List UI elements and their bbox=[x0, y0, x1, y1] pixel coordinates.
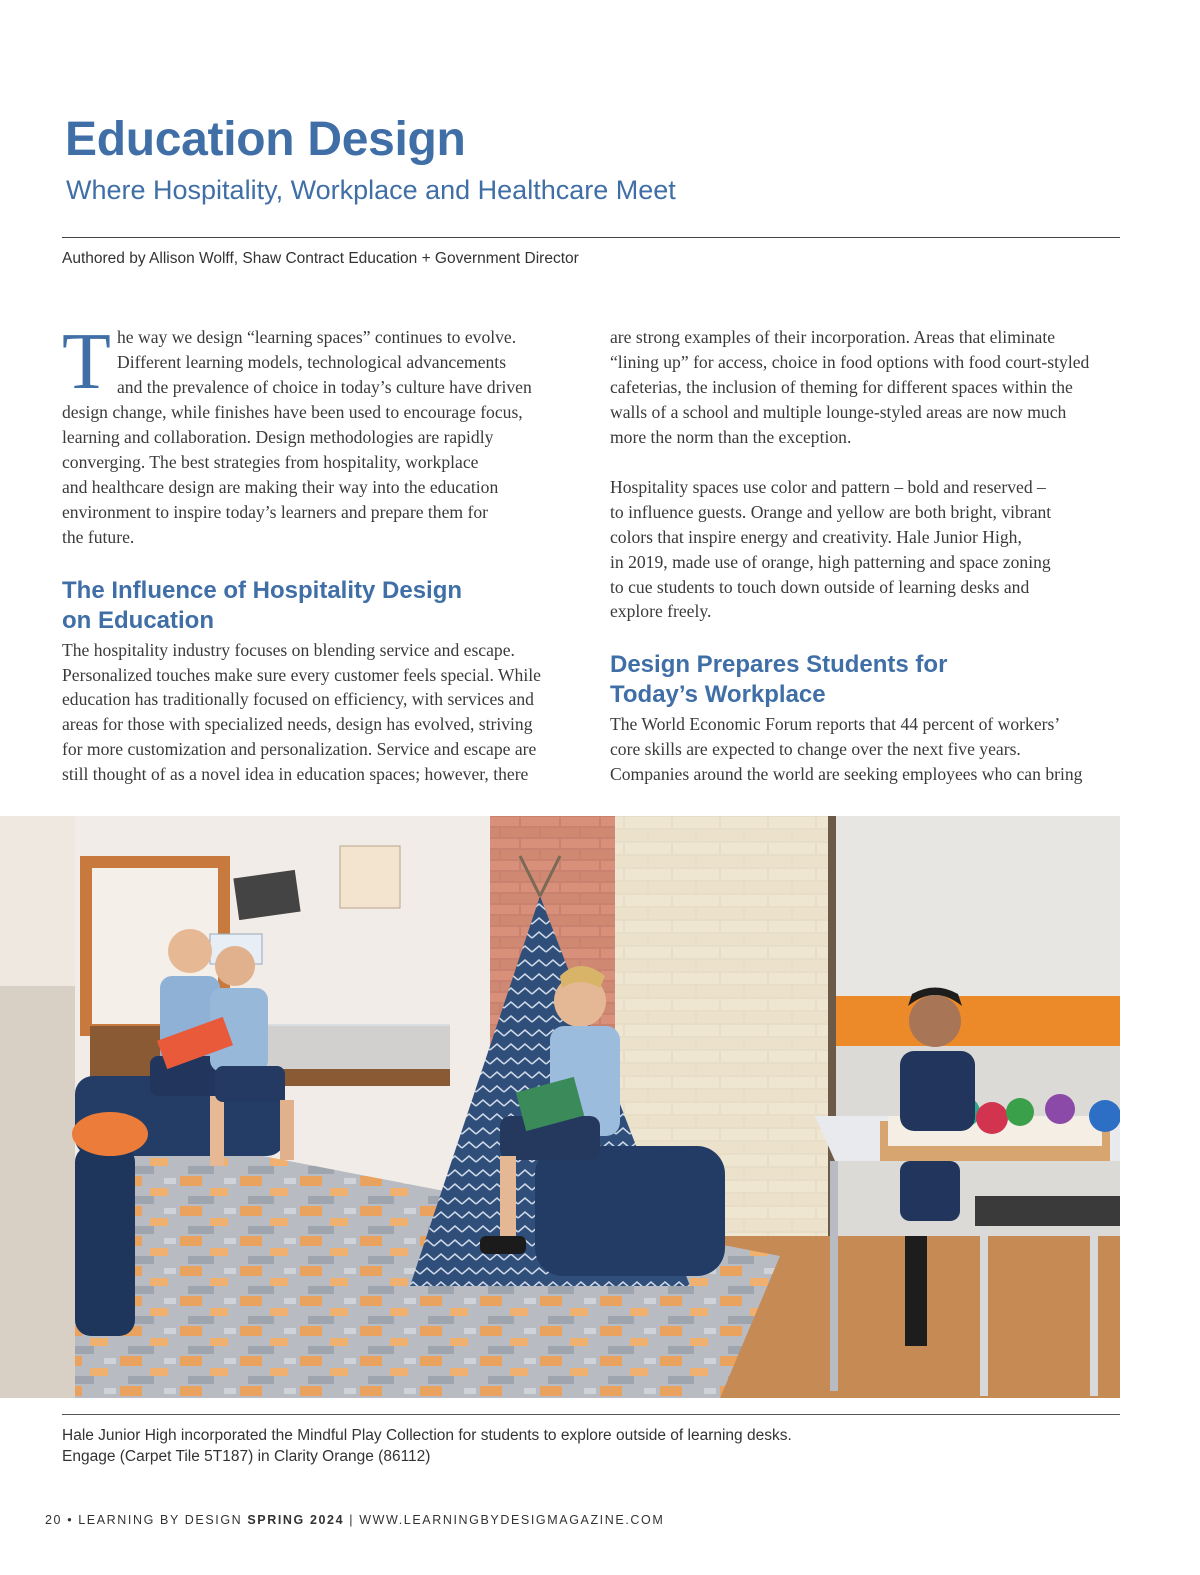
text-line: Different learning models, technological advancements bbox=[117, 351, 507, 372]
footer-divider: | bbox=[349, 1513, 355, 1527]
classroom-photo bbox=[0, 816, 1120, 1398]
issue-name: SPRING 2024 bbox=[247, 1513, 345, 1527]
footer-bullet: • bbox=[67, 1513, 74, 1527]
text-line: core skills are expected to change over the next five years. bbox=[610, 739, 1021, 760]
text-line: for more customization and personalization. Service and escape are bbox=[62, 739, 537, 760]
text-line: education has traditionally focused on efficiency, with services and bbox=[62, 689, 534, 710]
text-line: are strong examples of their incorporation. Areas that eliminate bbox=[610, 327, 1056, 347]
text-line: in 2019, made use of orange, high patterning and space zoning bbox=[610, 551, 1051, 572]
section-heading-workplace bbox=[610, 650, 1125, 710]
text-line: cafeterias, the inclusion of theming for different spaces within the bbox=[610, 376, 1073, 397]
text-line: walls of a school and multiple lounge-styled areas are now much bbox=[610, 401, 1067, 422]
drop-cap: T bbox=[62, 318, 111, 406]
hospitality-paragraph bbox=[62, 638, 562, 788]
text-line: to cue students to touch down outside of learning desks and bbox=[610, 576, 1030, 597]
text-line: colors that inspire energy and creativity. Hale Junior High, bbox=[610, 526, 1022, 547]
header-divider bbox=[62, 237, 1120, 238]
heading-line: The Influence of Hospitality Design bbox=[62, 576, 463, 604]
section-heading-hospitality bbox=[62, 576, 562, 636]
caption-line: Hale Junior High incorporated the Mindful Play Collection for students to explore outside of learning desks. bbox=[62, 1427, 792, 1444]
author-byline: Authored by Allison Wolff, Shaw Contract Education + Government Director bbox=[62, 250, 579, 267]
text-line: learning and collaboration. Design methodologies are rapidly bbox=[62, 426, 494, 447]
text-line: Hospitality spaces use color and pattern – bold and reserved – bbox=[610, 476, 1046, 497]
examples-paragraph bbox=[610, 325, 1125, 450]
article-subtitle: Where Hospitality, Workplace and Healthcare Meet bbox=[66, 175, 676, 205]
heading-line: Today’s Workplace bbox=[610, 681, 826, 709]
photo-caption bbox=[62, 1426, 792, 1467]
heading-line: Design Prepares Students for bbox=[610, 651, 948, 679]
text-line: Personalized touches make sure every customer feels special. While bbox=[62, 664, 541, 685]
page-footer bbox=[45, 1513, 664, 1527]
workplace-paragraph bbox=[610, 712, 1125, 787]
text-line: areas for those with specialized needs, design has evolved, striving bbox=[62, 714, 533, 735]
caption-divider bbox=[62, 1414, 1120, 1415]
color-paragraph bbox=[610, 475, 1125, 625]
text-line: to influence guests. Orange and yellow are both bright, vibrant bbox=[610, 501, 1052, 522]
text-line: and the prevalence of choice in today’s culture have driven bbox=[117, 376, 532, 397]
website-url: WWW.LEARNINGBYDESIGMAGAZINE.COM bbox=[359, 1513, 665, 1527]
text-line: environment to inspire today’s learners and prepare them for bbox=[62, 501, 489, 522]
intro-paragraph bbox=[62, 318, 562, 550]
text-line: converging. The best strategies from hospitality, workplace bbox=[62, 451, 479, 472]
text-line: explore freely. bbox=[610, 601, 712, 622]
publication-name: LEARNING BY DESIGN bbox=[78, 1513, 243, 1527]
right-column bbox=[610, 325, 1125, 787]
page-number: 20 bbox=[45, 1513, 63, 1527]
text-line: Companies around the world are seeking employees who can bring bbox=[610, 764, 1083, 785]
text-line: design change, while finishes have been used to encourage focus, bbox=[62, 401, 523, 422]
text-line: more the norm than the exception. bbox=[610, 426, 852, 447]
article-title: Education Design bbox=[65, 113, 466, 166]
text-line: The World Economic Forum reports that 44 percent of workers’ bbox=[610, 714, 1061, 735]
heading-line: on Education bbox=[62, 606, 214, 634]
text-line: still thought of as a novel idea in education spaces; however, there bbox=[62, 764, 529, 785]
left-column bbox=[62, 318, 562, 787]
text-line: the future. bbox=[62, 526, 135, 547]
text-line: The hospitality industry focuses on blending service and escape. bbox=[62, 639, 515, 660]
text-line: “lining up” for access, choice in food options with food court-styled bbox=[610, 351, 1090, 372]
text-line: he way we design “learning spaces” continues to evolve. bbox=[117, 327, 517, 347]
text-line: and healthcare design are making their way into the education bbox=[62, 476, 499, 497]
caption-line: Engage (Carpet Tile 5T187) in Clarity Orange (86112) bbox=[62, 1447, 431, 1465]
